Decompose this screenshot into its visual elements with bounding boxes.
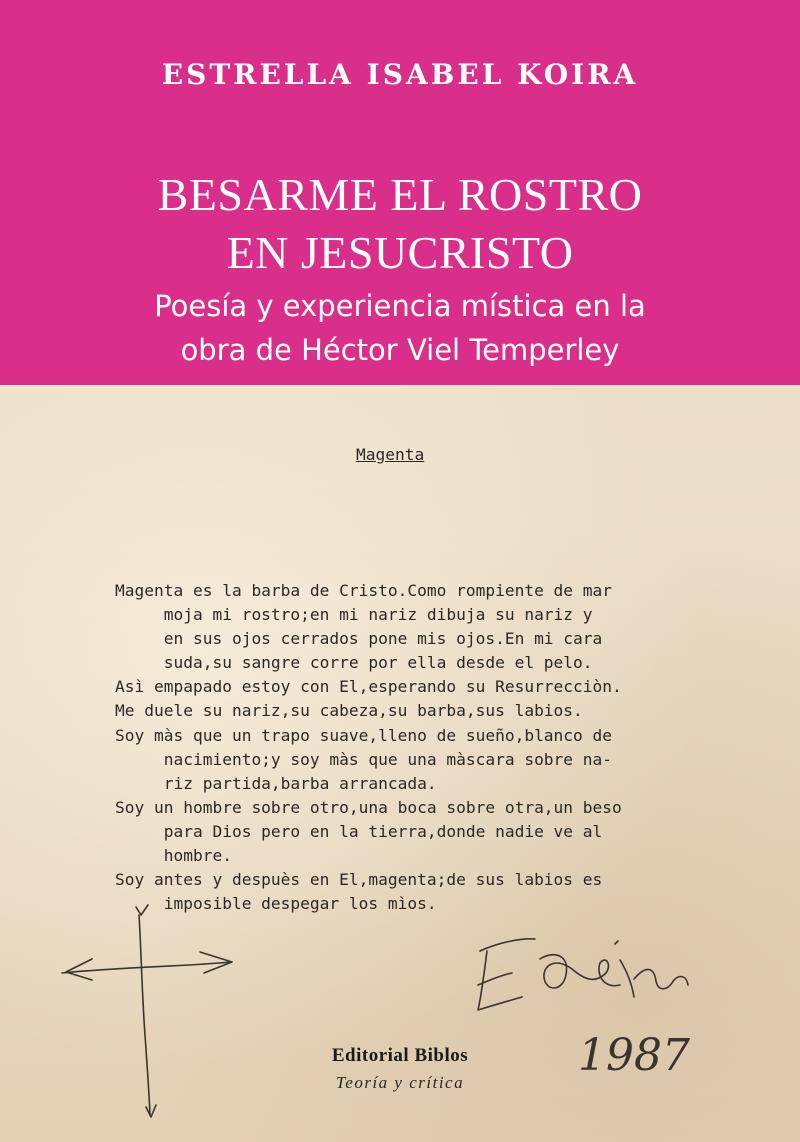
book-subtitle-line-2: obra de Héctor Viel Temperley	[180, 333, 620, 367]
signature-year: 1987	[578, 1030, 690, 1081]
hand-drawn-cross-and-signature	[0, 385, 800, 1142]
poem-line: Soy antes y despuès en El,magenta;de sus labios es	[115, 870, 603, 890]
typewritten-manuscript	[0, 385, 800, 1142]
poem-line: Soy un hombre sobre otro,una boca sobre otra,un beso	[115, 797, 622, 817]
cross-top-mark	[136, 905, 148, 915]
poem-title: Magenta	[356, 445, 425, 464]
poem-line: para Dios pero en la tierra,donde nadie ve al	[115, 821, 603, 841]
book-subtitle-line-1: Poesía y experiencia mística en la	[154, 289, 646, 323]
poem-line: en sus ojos cerrados pone mis ojos.En mi cara	[115, 629, 603, 649]
author-name: ESTRELLA ISABEL KOIRA	[161, 58, 639, 91]
signature-letter-e	[478, 939, 535, 1010]
poem-line: imposible despegar los mìos.	[115, 894, 437, 914]
signature-end	[620, 960, 688, 997]
signature-middle	[540, 955, 620, 988]
book-title	[0, 166, 800, 282]
poem-line: nacimiento;y soy màs que una màscara sobre na-	[115, 749, 613, 769]
poem-line: Me duele su nariz,su cabeza,su barba,sus labios.	[115, 701, 583, 721]
title-band	[0, 0, 800, 385]
cross-left-mark	[66, 959, 92, 980]
publisher-name: Editorial Biblos	[331, 1045, 469, 1066]
book-subtitle	[0, 284, 800, 372]
poem-line: Soy màs que un trapo suave,lleno de sueño,blanco de	[115, 725, 613, 745]
signature-dot	[615, 941, 618, 944]
collection-name: Teoría y crítica	[335, 1073, 465, 1092]
poem-line: Magenta es la barba de Cristo.Como rompiente de mar	[115, 581, 613, 600]
book-title-line-2: EN JESUCRISTO	[226, 227, 574, 278]
book-title-line-1: BESARME EL ROSTRO	[157, 169, 643, 220]
poem-line: Asì empapado estoy con El,esperando su Resurrecciòn.	[115, 677, 622, 697]
poem-line: hombre.	[115, 846, 232, 866]
cross-bottom-mark	[146, 1105, 156, 1117]
poem-line: riz partida,barba arrancada.	[115, 773, 437, 793]
poem-line: suda,su sangre corre por ella desde el pelo.	[115, 653, 593, 673]
poem-line: moja mi rostro;en mi nariz dibuja su nariz y	[115, 605, 593, 625]
